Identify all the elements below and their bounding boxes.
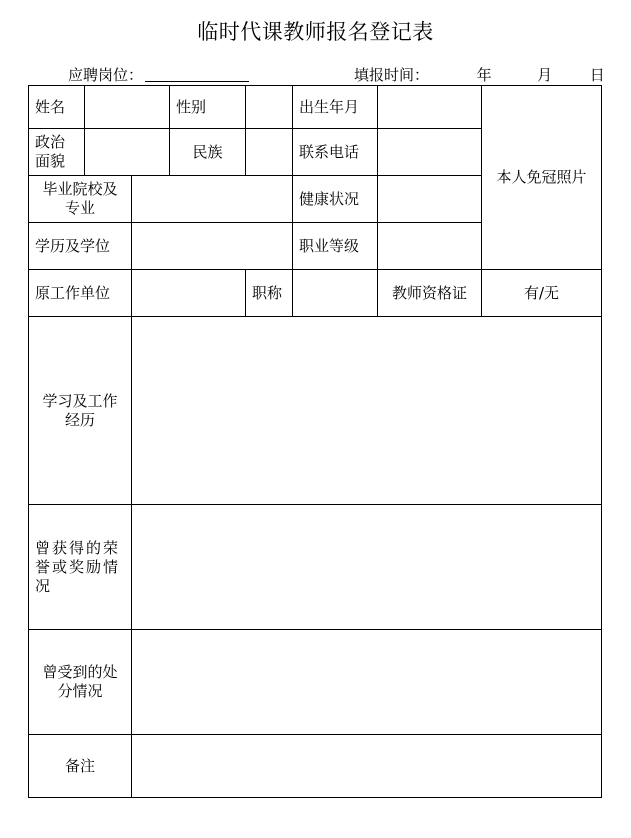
- history-label-line1: 学习及工作: [42, 391, 118, 410]
- certificate-label: 教师资格证: [378, 270, 482, 317]
- prev-unit-label: 原工作单位: [29, 270, 132, 317]
- political-label: [29, 129, 85, 176]
- certificate-value[interactable]: 有/无: [482, 270, 602, 317]
- remarks-cell[interactable]: [132, 735, 602, 798]
- registration-form: [28, 85, 602, 798]
- title-rank-label: 职称: [246, 270, 293, 317]
- honors-label: 曾获得的荣誉或奖励情况: [29, 505, 132, 630]
- school-cell[interactable]: [132, 176, 293, 223]
- title-rank-cell[interactable]: [293, 270, 378, 317]
- gender-cell[interactable]: [246, 86, 293, 129]
- honors-cell[interactable]: [132, 505, 602, 630]
- name-cell[interactable]: [85, 86, 170, 129]
- page-title: 临时代课教师报名登记表: [197, 20, 434, 44]
- history-label-line2: 经历: [64, 410, 95, 429]
- education-label: 学历及学位: [29, 223, 132, 270]
- phone-label: 联系电话: [293, 129, 378, 176]
- ethnicity-cell[interactable]: [246, 129, 293, 176]
- penalty-label: [29, 630, 132, 735]
- history-cell[interactable]: [132, 317, 602, 505]
- photo-cell[interactable]: [482, 86, 602, 270]
- political-label-line1: 政治: [35, 133, 66, 151]
- grade-cell[interactable]: [378, 223, 482, 270]
- gender-label: 性别: [170, 86, 246, 129]
- birth-label: 出生年月: [293, 86, 378, 129]
- health-cell[interactable]: [378, 176, 482, 223]
- position-label: 应聘岗位：: [68, 66, 144, 84]
- remarks-label: 备注: [29, 735, 132, 798]
- school-label-line2: 专业: [64, 199, 95, 217]
- political-label-line2: 面貌: [35, 152, 66, 170]
- month-label: 月: [537, 66, 553, 84]
- prev-unit-cell[interactable]: [132, 270, 246, 317]
- history-label: [29, 317, 132, 505]
- penalty-cell[interactable]: [132, 630, 602, 735]
- birth-cell[interactable]: [378, 86, 482, 129]
- photo-label: 本人免冠照片: [496, 168, 587, 186]
- date-field: [354, 64, 605, 85]
- school-label: [29, 176, 132, 223]
- position-field: [68, 64, 249, 85]
- name-label: 姓名: [29, 86, 85, 129]
- education-cell[interactable]: [132, 223, 293, 270]
- grade-label: 职业等级: [293, 223, 378, 270]
- school-label-line1: 毕业院校及: [42, 180, 118, 198]
- penalty-label-line2: 分情况: [57, 682, 103, 700]
- health-label: 健康状况: [293, 176, 378, 223]
- day-label: 日: [589, 66, 605, 84]
- date-label: 填报时间：: [354, 66, 430, 84]
- political-cell[interactable]: [85, 129, 170, 176]
- year-label: 年: [476, 66, 492, 84]
- penalty-label-line1: 曾受到的处: [42, 663, 118, 681]
- phone-cell[interactable]: [378, 129, 482, 176]
- position-blank[interactable]: [145, 67, 249, 82]
- ethnicity-label: 民族: [170, 129, 246, 176]
